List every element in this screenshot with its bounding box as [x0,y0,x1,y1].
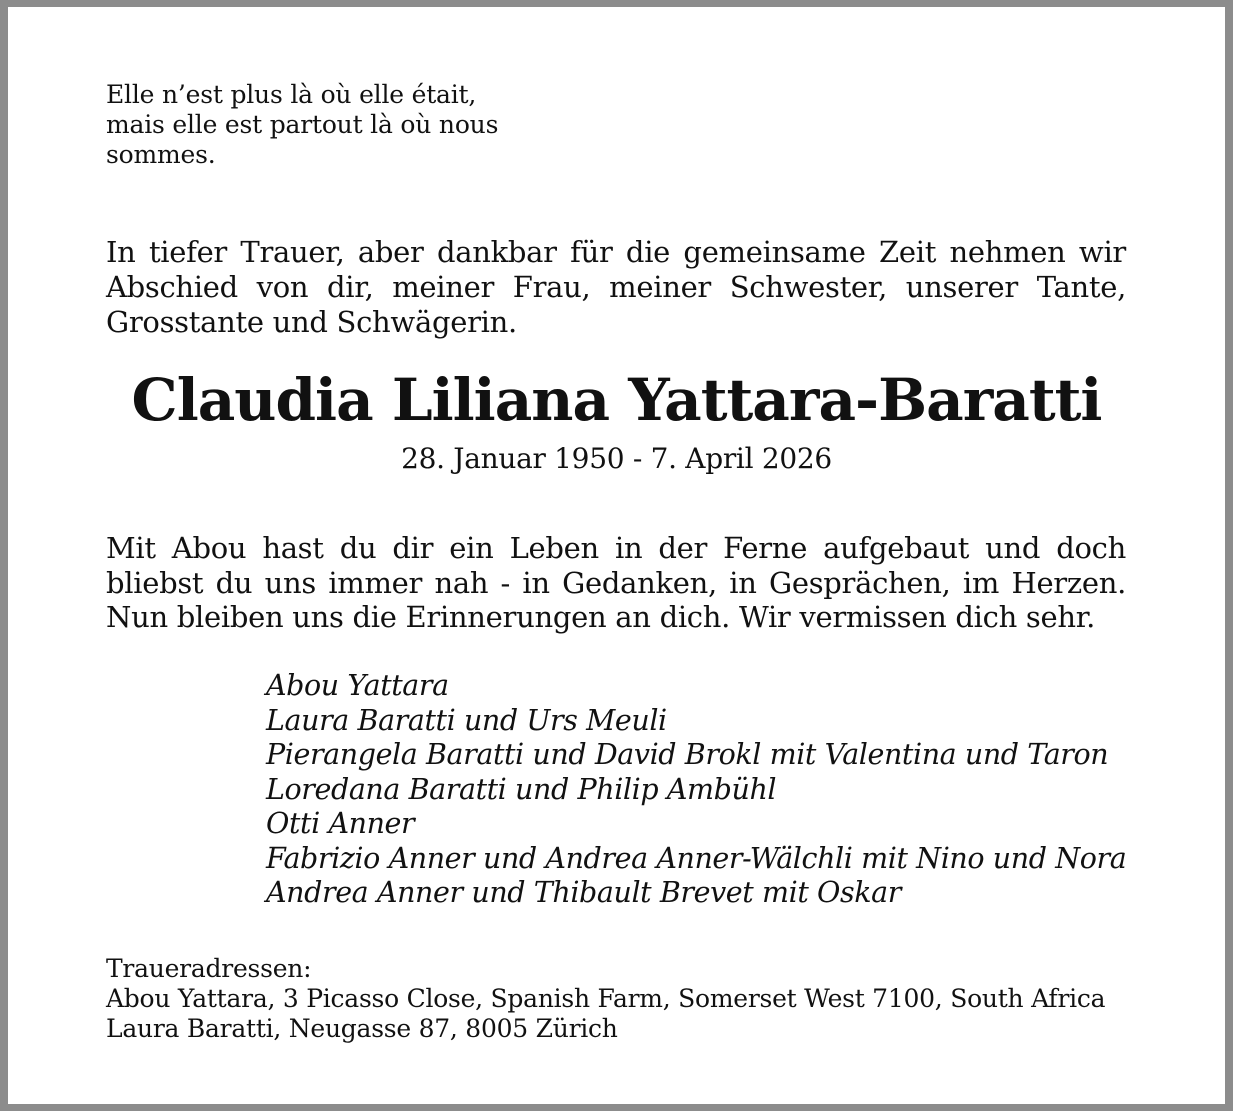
mourners-list [266,669,1146,911]
mourner-entry: Otti Anner [266,807,415,840]
life-dates: 28. Januar 1950 - 7. April 2026 [401,442,832,475]
mourner-entry: Loredana Baratti und Philip Ambühl [266,772,777,806]
mourner-entry: Pierangela Baratti und David Brokl mit Valentina und Taron [266,738,1109,771]
motto-line: Elle n’est plus là où elle était, [106,80,477,109]
mourner-entry: Andrea Anner und Thibault Brevet mit Oskar [266,876,901,909]
address-line: Abou Yattara, 3 Picasso Close, Spanish Farm, Somerset West 7100, South Africa [106,984,1106,1013]
motto-quote [106,80,536,170]
addresses-label: Traueradressen: [106,954,312,983]
tribute-paragraph: Mit Abou hast du dir ein Leben in der Ferne aufgebaut und doch bliebst du uns immer nah - in Gedanken, in Gesprächen, im Herzen. Nun bleiben uns die Erinnerungen an dich. Wir vermissen dich sehr. [106,531,1126,634]
motto-line: sommes. [106,140,216,169]
mourner-entry: Abou Yattara [266,669,449,702]
obituary-page [8,7,1225,1104]
mourner-entry: Fabrizio Anner und Andrea Anner-Wälchli mit Nino und Nora [266,841,1127,875]
intro-paragraph: In tiefer Trauer, aber dankbar für die gemeinsame Zeit nehmen wir Abschied von dir, meiner Frau, meiner Schwester, unserer Tante, Grosstante und Schwägerin. [106,235,1126,339]
mourner-entry: Laura Baratti und Urs Meuli [266,703,667,737]
motto-line: mais elle est partout là où nous [106,110,499,139]
address-line: Laura Baratti, Neugasse 87, 8005 Zürich [106,1014,618,1043]
deceased-name: Claudia Liliana Yattara-Baratti [131,366,1102,434]
mourning-addresses [106,954,1146,1044]
